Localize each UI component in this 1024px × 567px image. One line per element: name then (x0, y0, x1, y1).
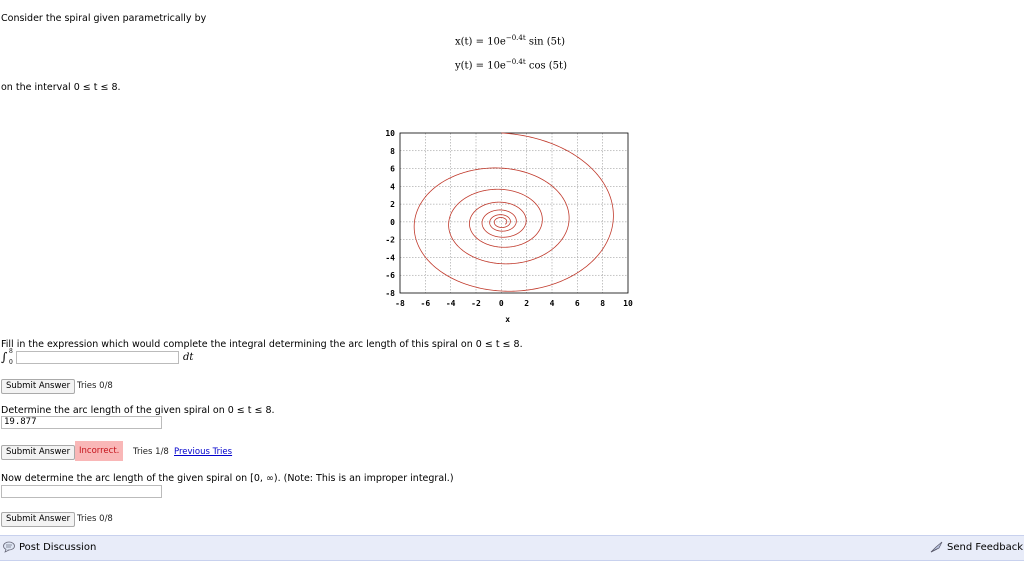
q2-status-badge: Incorrect. (75, 441, 123, 461)
q2-tries: Tries 1/8 (133, 447, 169, 457)
equation-x-exponent: −0.4t (505, 34, 526, 42)
x-tick-labels (395, 299, 633, 308)
equation-y-base: y(t) = 10e (455, 60, 506, 72)
q3-submit-button[interactable]: Submit Answer (1, 512, 75, 527)
send-feedback-link[interactable] (930, 541, 1023, 553)
discussion-icon (3, 541, 16, 553)
y-tick-label: 10 (385, 129, 395, 138)
y-tick-label: 6 (390, 164, 395, 174)
x-tick-label: -4 (445, 299, 456, 308)
y-tick-label: -2 (385, 235, 395, 245)
integrand-input[interactable] (16, 351, 179, 364)
q2-submit-button[interactable]: Submit Answer (1, 445, 75, 460)
equation-y-exponent: −0.4t (505, 58, 526, 66)
x-tick-label: -6 (420, 299, 431, 308)
improper-arc-length-input[interactable] (1, 485, 162, 498)
post-discussion-link[interactable] (3, 541, 96, 553)
footer-bar (0, 535, 1024, 561)
q1-tries: Tries 0/8 (77, 381, 113, 391)
y-tick-label: -8 (385, 289, 395, 298)
q2-prompt: Determine the arc length of the given spiral on 0 ≤ t ≤ 8. (1, 405, 275, 416)
x-tick-label: -2 (471, 299, 481, 308)
arc-length-input[interactable] (1, 416, 162, 429)
integral-sign: ∫ (1, 350, 8, 364)
previous-tries-link[interactable]: Previous Tries (174, 447, 233, 457)
x-axis-label: x (505, 315, 511, 324)
q3-tries: Tries 0/8 (77, 514, 113, 524)
y-tick-label: 2 (390, 200, 395, 210)
q1-prompt: Fill in the expression which would complete the integral determining the arc length of this spiral on 0 ≤ t ≤ 8. (1, 339, 523, 350)
x-tick-label: 8 (600, 299, 606, 308)
interval-text: on the interval 0 ≤ t ≤ 8. (1, 82, 121, 93)
dt-label: dt (183, 352, 194, 363)
y-tick-label: -6 (385, 271, 395, 281)
plot-grid (400, 133, 628, 293)
spiral-curve (414, 133, 613, 291)
integral-upper-limit: 8 (9, 348, 13, 355)
x-tick-label: 10 (623, 299, 633, 308)
y-tick-label: 8 (390, 146, 395, 156)
equation-x (455, 34, 565, 47)
equation-x-base: x(t) = 10e (455, 36, 506, 48)
equation-y-trig: cos (5t) (525, 60, 567, 72)
spiral-plot (370, 125, 650, 330)
q1-submit-button[interactable]: Submit Answer (1, 379, 75, 394)
x-tick-label: 0 (498, 299, 504, 308)
send-feedback-label: Send Feedback (947, 541, 1023, 553)
integral-lower-limit: 0 (9, 359, 13, 366)
feedback-icon (930, 541, 944, 553)
x-tick-label: -8 (395, 299, 405, 308)
y-tick-label: 0 (390, 217, 395, 227)
x-tick-label: 4 (549, 299, 555, 308)
plot-frame (400, 133, 628, 293)
equation-x-trig: sin (5t) (525, 36, 565, 48)
q3-prompt: Now determine the arc length of the given spiral on [0, ∞). (Note: This is an improper integral.) (1, 473, 454, 484)
y-tick-label: -4 (385, 253, 395, 263)
x-tick-label: 2 (524, 299, 530, 308)
y-tick-labels (385, 129, 395, 298)
problem-intro: Consider the spiral given parametrically by (1, 13, 207, 24)
post-discussion-label: Post Discussion (19, 541, 97, 553)
y-tick-label: 4 (390, 182, 395, 192)
equation-y (455, 58, 567, 71)
x-tick-label: 6 (574, 299, 580, 308)
